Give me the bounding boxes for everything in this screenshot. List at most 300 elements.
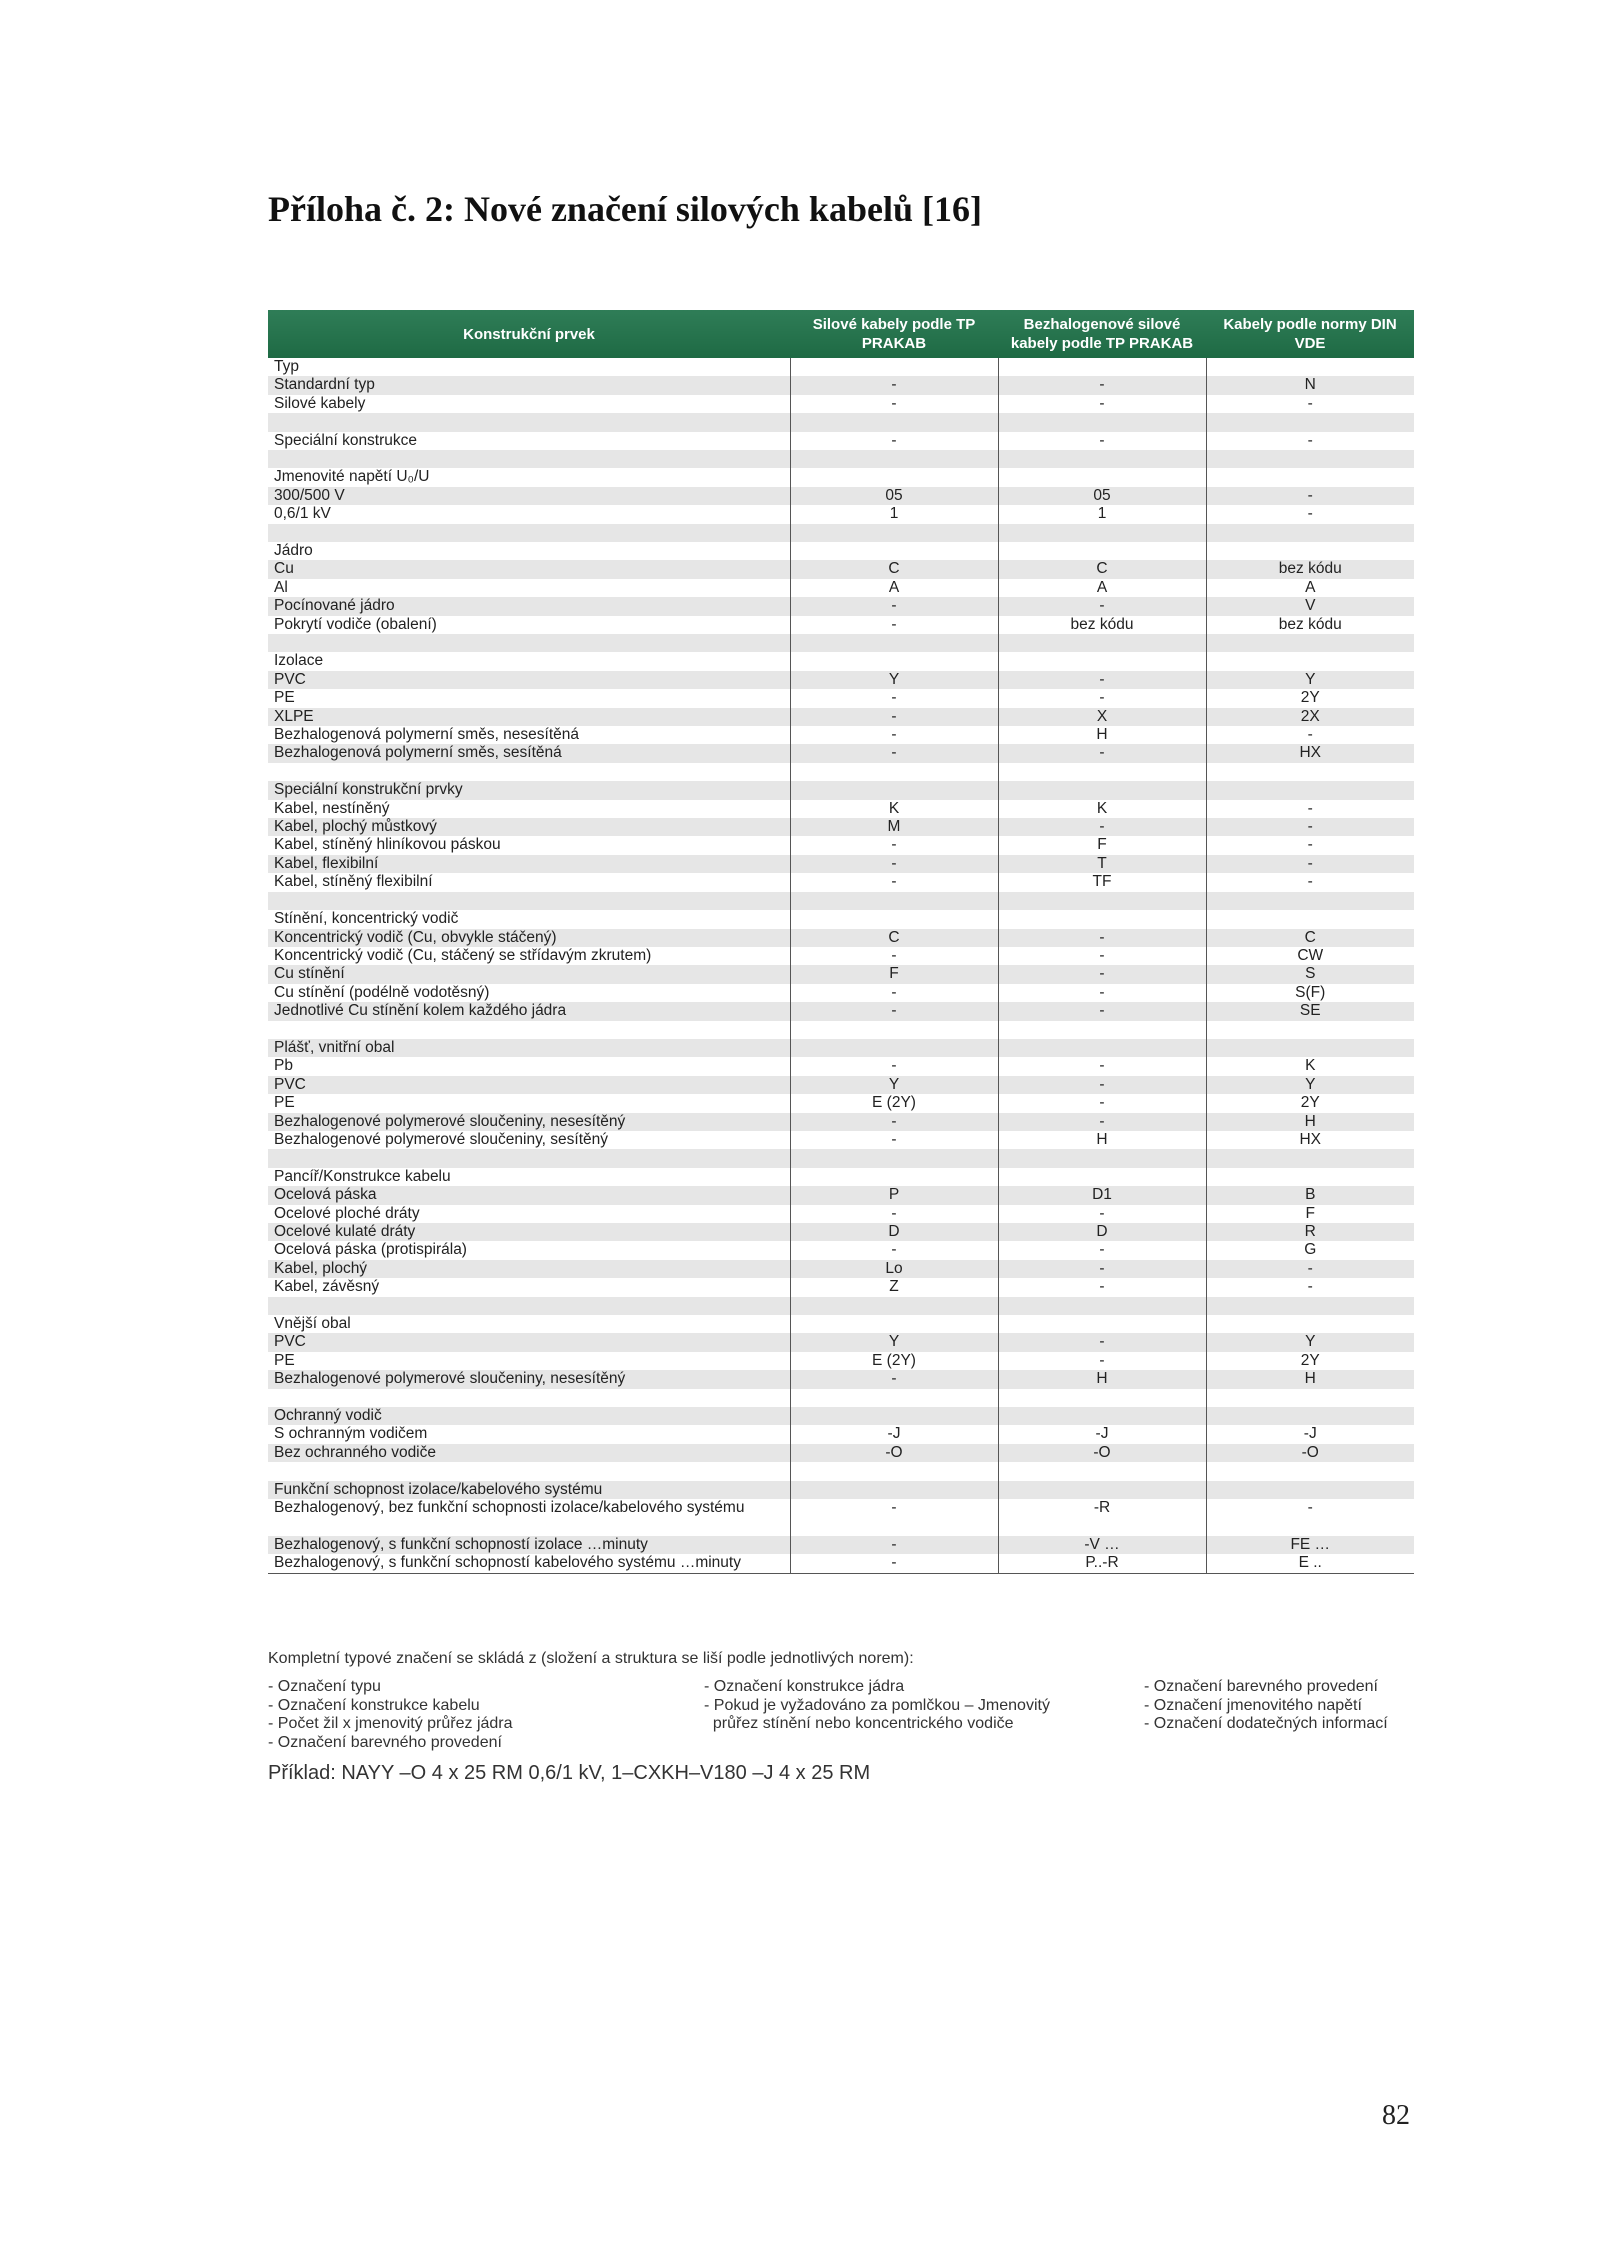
- row-label: Al: [268, 579, 790, 597]
- row-value: HX: [1206, 1131, 1414, 1149]
- row-value: 1: [790, 505, 998, 523]
- row-value: -J: [1206, 1425, 1414, 1443]
- table-row: [268, 1352, 1414, 1370]
- table-row: [268, 1407, 1414, 1425]
- row-label: [268, 1389, 790, 1407]
- row-value: 1: [998, 505, 1206, 523]
- row-label: [268, 634, 790, 652]
- table-row: [268, 1241, 1414, 1259]
- row-value: -O: [790, 1444, 998, 1462]
- row-value: C: [790, 929, 998, 947]
- row-value: -: [998, 376, 1206, 394]
- row-label: Ocelové ploché dráty: [268, 1205, 790, 1223]
- row-value: [998, 1039, 1206, 1057]
- table-row: [268, 1260, 1414, 1278]
- page-number: 82: [1382, 2100, 1410, 2131]
- table-row: [268, 1094, 1414, 1112]
- row-value: S: [1206, 965, 1414, 983]
- row-value: 05: [998, 487, 1206, 505]
- row-value: -: [790, 1241, 998, 1259]
- table-row: [268, 1333, 1414, 1351]
- notes-column-2: [704, 1678, 1144, 1752]
- row-value: [998, 781, 1206, 799]
- row-value: [998, 634, 1206, 652]
- row-label: Ocelová páska: [268, 1186, 790, 1204]
- row-value: SE: [1206, 1002, 1414, 1020]
- row-value: [790, 1389, 998, 1407]
- table-row: [268, 726, 1414, 744]
- row-label: [268, 1297, 790, 1315]
- row-value: K: [790, 800, 998, 818]
- row-value: [1206, 652, 1414, 670]
- row-value: [790, 468, 998, 486]
- row-label: Koncentrický vodič (Cu, obvykle stáčený): [268, 929, 790, 947]
- row-value: Y: [1206, 1076, 1414, 1094]
- table-row: [268, 965, 1414, 983]
- table-row: [268, 1481, 1414, 1499]
- row-value: -: [790, 597, 998, 615]
- row-label: Bez ochranného vodiče: [268, 1444, 790, 1462]
- row-value: -: [790, 1205, 998, 1223]
- table-row: [268, 744, 1414, 762]
- row-value: -: [790, 836, 998, 854]
- row-value: [998, 542, 1206, 560]
- row-value: [790, 1407, 998, 1425]
- table-row: [268, 450, 1414, 468]
- row-label: S ochranným vodičem: [268, 1425, 790, 1443]
- row-label: PE: [268, 689, 790, 707]
- row-label: Standardní typ: [268, 376, 790, 394]
- row-value: bez kódu: [1206, 560, 1414, 578]
- row-value: [1206, 1168, 1414, 1186]
- table-row: [268, 929, 1414, 947]
- row-value: A: [998, 579, 1206, 597]
- row-value: Y: [790, 1076, 998, 1094]
- row-value: [1206, 763, 1414, 781]
- row-label: Bezhalogenové polymerové sloučeniny, sesítěný: [268, 1131, 790, 1149]
- row-value: -: [790, 395, 998, 413]
- row-value: -R: [998, 1499, 1206, 1536]
- row-value: [1206, 1315, 1414, 1333]
- row-label: PE: [268, 1352, 790, 1370]
- row-value: A: [790, 579, 998, 597]
- row-value: 05: [790, 487, 998, 505]
- table-row: [268, 1149, 1414, 1167]
- row-label: [268, 763, 790, 781]
- row-value: -: [790, 616, 998, 634]
- row-value: [1206, 413, 1414, 431]
- row-label: Cu stínění (podélně vodotěsný): [268, 984, 790, 1002]
- row-value: -: [790, 1370, 998, 1388]
- row-label: Jednotlivé Cu stínění kolem každého jádra: [268, 1002, 790, 1020]
- cable-marking-table: [268, 310, 1414, 1574]
- row-value: -: [790, 984, 998, 1002]
- row-value: Y: [1206, 1333, 1414, 1351]
- row-value: -: [1206, 1278, 1414, 1296]
- row-value: F: [998, 836, 1206, 854]
- row-value: -: [790, 708, 998, 726]
- row-value: [1206, 1481, 1414, 1499]
- table-row: [268, 1131, 1414, 1149]
- row-label: Vnější obal: [268, 1315, 790, 1333]
- row-label: Bezhalogenový, bez funkční schopnosti izolace/kabelového systému: [268, 1499, 790, 1536]
- row-value: CW: [1206, 947, 1414, 965]
- row-label: Bezhalogenové polymerové sloučeniny, nesesítěný: [268, 1113, 790, 1131]
- row-value: [1206, 1039, 1414, 1057]
- row-value: Y: [790, 671, 998, 689]
- row-value: A: [1206, 579, 1414, 597]
- row-value: -: [998, 671, 1206, 689]
- row-value: HX: [1206, 744, 1414, 762]
- row-label: Cu stínění: [268, 965, 790, 983]
- row-value: [998, 1168, 1206, 1186]
- row-value: E ..: [1206, 1554, 1414, 1573]
- row-value: [998, 413, 1206, 431]
- row-label: Plášť, vnitřní obal: [268, 1039, 790, 1057]
- row-value: P..-R: [998, 1554, 1206, 1573]
- row-value: -: [790, 432, 998, 450]
- table-row: [268, 597, 1414, 615]
- table-row: [268, 1223, 1414, 1241]
- row-value: H: [1206, 1113, 1414, 1131]
- row-value: H: [1206, 1370, 1414, 1388]
- table-row: [268, 358, 1414, 376]
- row-label: PVC: [268, 1333, 790, 1351]
- notes-item: průřez stínění nebo koncentrického vodiče: [704, 1715, 1014, 1732]
- row-value: bez kódu: [998, 616, 1206, 634]
- row-value: N: [1206, 376, 1414, 394]
- row-label: Ochranný vodič: [268, 1407, 790, 1425]
- row-value: [790, 1315, 998, 1333]
- row-value: Y: [790, 1333, 998, 1351]
- row-value: -: [790, 744, 998, 762]
- table-row: [268, 708, 1414, 726]
- table-row: [268, 1536, 1414, 1554]
- row-value: [1206, 634, 1414, 652]
- row-value: -: [790, 1002, 998, 1020]
- row-value: [1206, 1389, 1414, 1407]
- row-value: -: [1206, 836, 1414, 854]
- row-value: F: [1206, 1205, 1414, 1223]
- row-label: [268, 1462, 790, 1480]
- table-row: [268, 1205, 1414, 1223]
- table-row: [268, 395, 1414, 413]
- row-value: [790, 892, 998, 910]
- table-row: [268, 505, 1414, 523]
- row-label: Bezhalogenové polymerové sloučeniny, nesesítěný: [268, 1370, 790, 1388]
- row-value: [998, 1462, 1206, 1480]
- row-value: B: [1206, 1186, 1414, 1204]
- row-label: Koncentrický vodič (Cu, stáčený se střídavým zkrutem): [268, 947, 790, 965]
- row-label: Kabel, nestíněný: [268, 800, 790, 818]
- row-label: Kabel, stíněný flexibilní: [268, 873, 790, 891]
- row-value: M: [790, 818, 998, 836]
- row-value: [998, 1297, 1206, 1315]
- row-label: Kabel, flexibilní: [268, 855, 790, 873]
- row-value: -: [998, 1260, 1206, 1278]
- notes-section: [268, 1650, 1414, 1785]
- table-row: [268, 671, 1414, 689]
- row-value: [998, 652, 1206, 670]
- row-value: [998, 1481, 1206, 1499]
- row-value: [790, 1481, 998, 1499]
- row-value: -: [1206, 487, 1414, 505]
- row-value: -: [1206, 1499, 1414, 1536]
- row-label: Speciální konstrukce: [268, 432, 790, 450]
- table-row: [268, 800, 1414, 818]
- row-value: -: [1206, 726, 1414, 744]
- row-label: [268, 413, 790, 431]
- row-value: -O: [998, 1444, 1206, 1462]
- table-row: [268, 984, 1414, 1002]
- row-value: [998, 524, 1206, 542]
- row-value: -: [998, 1205, 1206, 1223]
- row-value: C: [790, 560, 998, 578]
- row-value: -: [998, 818, 1206, 836]
- row-value: [1206, 1297, 1414, 1315]
- table-row: [268, 1057, 1414, 1075]
- table-header-row: [268, 310, 1414, 358]
- row-label: Jmenovité napětí U₀/U: [268, 468, 790, 486]
- row-value: [790, 1297, 998, 1315]
- row-value: 2Y: [1206, 1094, 1414, 1112]
- row-value: X: [998, 708, 1206, 726]
- table-row: [268, 1002, 1414, 1020]
- row-value: Lo: [790, 1260, 998, 1278]
- notes-intro: Kompletní typové značení se skládá z (složení a struktura se liší podle jednotlivých norem):: [268, 1650, 914, 1667]
- row-value: -: [790, 1057, 998, 1075]
- row-value: FE …: [1206, 1536, 1414, 1554]
- row-label: 0,6/1 kV: [268, 505, 790, 523]
- row-value: -: [1206, 505, 1414, 523]
- row-label: Funkční schopnost izolace/kabelového systému: [268, 1481, 790, 1499]
- row-value: -: [998, 1094, 1206, 1112]
- row-value: -: [790, 855, 998, 873]
- row-value: E (2Y): [790, 1352, 998, 1370]
- row-value: [790, 1021, 998, 1039]
- row-label: Stínění, koncentrický vodič: [268, 910, 790, 928]
- row-value: [790, 358, 998, 376]
- table-row: [268, 1315, 1414, 1333]
- row-value: -: [998, 984, 1206, 1002]
- table-row: [268, 376, 1414, 394]
- row-label: [268, 1021, 790, 1039]
- table-row: [268, 432, 1414, 450]
- row-value: [998, 468, 1206, 486]
- table-row: [268, 818, 1414, 836]
- row-value: [790, 524, 998, 542]
- example-designation: Příklad: NAYY –O 4 x 25 RM 0,6/1 kV, 1–CXKH–V180 –J 4 x 25 RM: [268, 1762, 871, 1784]
- row-value: 2Y: [1206, 689, 1414, 707]
- page-title: Příloha č. 2: Nové značení silových kabelů [16]: [268, 189, 982, 229]
- row-value: T: [998, 855, 1206, 873]
- header-prakab-halogen-free: Bezhalogenové silové kabely podle TP PRAKAB: [998, 310, 1206, 358]
- table-row: [268, 947, 1414, 965]
- row-value: -: [790, 726, 998, 744]
- table-row: [268, 1021, 1414, 1039]
- notes-item: - Pokud je vyžadováno za pomlčkou – Jmenovitý: [704, 1696, 1050, 1714]
- row-value: -: [998, 965, 1206, 983]
- row-value: -: [998, 1057, 1206, 1075]
- notes-item: - Počet žil x jmenovitý průřez jádra: [268, 1715, 513, 1732]
- header-construction-element: Konstrukční prvek: [268, 310, 790, 358]
- row-value: V: [1206, 597, 1414, 615]
- row-value: [1206, 1021, 1414, 1039]
- row-value: [998, 1149, 1206, 1167]
- table-row: [268, 1278, 1414, 1296]
- row-label: Ocelové kulaté dráty: [268, 1223, 790, 1241]
- row-value: [790, 1462, 998, 1480]
- row-value: [1206, 468, 1414, 486]
- table-row: [268, 892, 1414, 910]
- row-label: PVC: [268, 671, 790, 689]
- row-value: [790, 413, 998, 431]
- row-value: -: [998, 1352, 1206, 1370]
- row-value: -: [998, 1002, 1206, 1020]
- row-value: [998, 910, 1206, 928]
- row-value: C: [1206, 929, 1414, 947]
- row-value: K: [998, 800, 1206, 818]
- table-row: [268, 855, 1414, 873]
- row-value: [1206, 910, 1414, 928]
- row-value: D1: [998, 1186, 1206, 1204]
- notes-item: - Označení barevného provedení: [268, 1733, 502, 1751]
- row-label: Typ: [268, 358, 790, 376]
- row-label: [268, 524, 790, 542]
- notes-item: - Označení barevného provedení: [1144, 1678, 1378, 1695]
- row-value: [790, 910, 998, 928]
- row-value: -: [1206, 1260, 1414, 1278]
- table-row: [268, 1168, 1414, 1186]
- row-value: [790, 450, 998, 468]
- table-row: [268, 634, 1414, 652]
- table-row: [268, 524, 1414, 542]
- table-row: [268, 1389, 1414, 1407]
- row-value: -: [790, 1499, 998, 1536]
- row-value: [1206, 892, 1414, 910]
- row-label: Cu: [268, 560, 790, 578]
- table-row: [268, 542, 1414, 560]
- row-value: [790, 542, 998, 560]
- table-row: [268, 1554, 1414, 1573]
- notes-columns: [268, 1678, 1414, 1752]
- row-value: 2X: [1206, 708, 1414, 726]
- row-value: [998, 1021, 1206, 1039]
- row-label: Ocelová páska (protispirála): [268, 1241, 790, 1259]
- row-value: K: [1206, 1057, 1414, 1075]
- row-label: Kabel, stíněný hliníkovou páskou: [268, 836, 790, 854]
- table-row: [268, 1039, 1414, 1057]
- row-value: [1206, 1407, 1414, 1425]
- row-value: H: [998, 726, 1206, 744]
- row-label: Pancíř/Konstrukce kabelu: [268, 1168, 790, 1186]
- row-value: D: [998, 1223, 1206, 1241]
- table-row: [268, 836, 1414, 854]
- notes-item: - Označení dodatečných informací: [1144, 1715, 1388, 1732]
- row-value: [1206, 450, 1414, 468]
- header-din-vde: Kabely podle normy DIN VDE: [1206, 310, 1414, 358]
- row-label: 300/500 V: [268, 487, 790, 505]
- row-value: -: [998, 744, 1206, 762]
- notes-column-3: [1144, 1678, 1414, 1752]
- row-value: -: [1206, 873, 1414, 891]
- row-value: [998, 1315, 1206, 1333]
- row-value: -: [998, 432, 1206, 450]
- row-value: H: [998, 1131, 1206, 1149]
- row-label: Pocínované jádro: [268, 597, 790, 615]
- row-label: Bezhalogenový, s funkční schopností kabelového systému …minuty: [268, 1554, 790, 1573]
- row-value: [1206, 524, 1414, 542]
- row-value: [998, 450, 1206, 468]
- table-row: [268, 781, 1414, 799]
- row-value: -O: [1206, 1444, 1414, 1462]
- row-value: [1206, 1149, 1414, 1167]
- row-value: [1206, 1462, 1414, 1480]
- cable-marking-table-wrapper: [268, 310, 1414, 1574]
- row-value: -: [998, 597, 1206, 615]
- row-value: -J: [790, 1425, 998, 1443]
- row-label: Speciální konstrukční prvky: [268, 781, 790, 799]
- row-label: Bezhalogenová polymerní směs, nesesítěná: [268, 726, 790, 744]
- row-label: PVC: [268, 1076, 790, 1094]
- row-value: [790, 1039, 998, 1057]
- row-value: -: [998, 689, 1206, 707]
- row-value: -: [790, 689, 998, 707]
- row-label: Kabel, plochý: [268, 1260, 790, 1278]
- table-row: [268, 579, 1414, 597]
- row-value: -: [998, 929, 1206, 947]
- table-row: [268, 1444, 1414, 1462]
- row-value: -: [998, 1076, 1206, 1094]
- row-value: -: [998, 947, 1206, 965]
- row-label: Jádro: [268, 542, 790, 560]
- notes-item: - Označení jmenovitého napětí: [1144, 1696, 1362, 1714]
- row-value: -V …: [998, 1536, 1206, 1554]
- table-row: [268, 1370, 1414, 1388]
- notes-item: - Označení konstrukce kabelu: [268, 1696, 480, 1714]
- row-value: D: [790, 1223, 998, 1241]
- row-label: Bezhalogenová polymerní směs, sesítěná: [268, 744, 790, 762]
- row-value: [998, 1407, 1206, 1425]
- row-value: [998, 892, 1206, 910]
- row-label: [268, 892, 790, 910]
- row-value: [1206, 358, 1414, 376]
- notes-item: - Označení konstrukce jádra: [704, 1678, 905, 1695]
- row-value: -: [790, 1536, 998, 1554]
- row-value: S(F): [1206, 984, 1414, 1002]
- row-value: [790, 634, 998, 652]
- row-label: Pb: [268, 1057, 790, 1075]
- row-value: C: [998, 560, 1206, 578]
- table-row: [268, 1076, 1414, 1094]
- row-label: Kabel, závěsný: [268, 1278, 790, 1296]
- row-value: [790, 652, 998, 670]
- table-row: [268, 1113, 1414, 1131]
- table-row: [268, 689, 1414, 707]
- row-label: Silové kabely: [268, 395, 790, 413]
- row-value: E (2Y): [790, 1094, 998, 1112]
- row-value: [790, 763, 998, 781]
- row-value: [998, 358, 1206, 376]
- row-value: TF: [998, 873, 1206, 891]
- row-label: XLPE: [268, 708, 790, 726]
- row-value: -: [998, 1278, 1206, 1296]
- table-row: [268, 652, 1414, 670]
- row-value: -: [1206, 818, 1414, 836]
- table-row: [268, 1499, 1414, 1536]
- table-row: [268, 873, 1414, 891]
- table-row: [268, 763, 1414, 781]
